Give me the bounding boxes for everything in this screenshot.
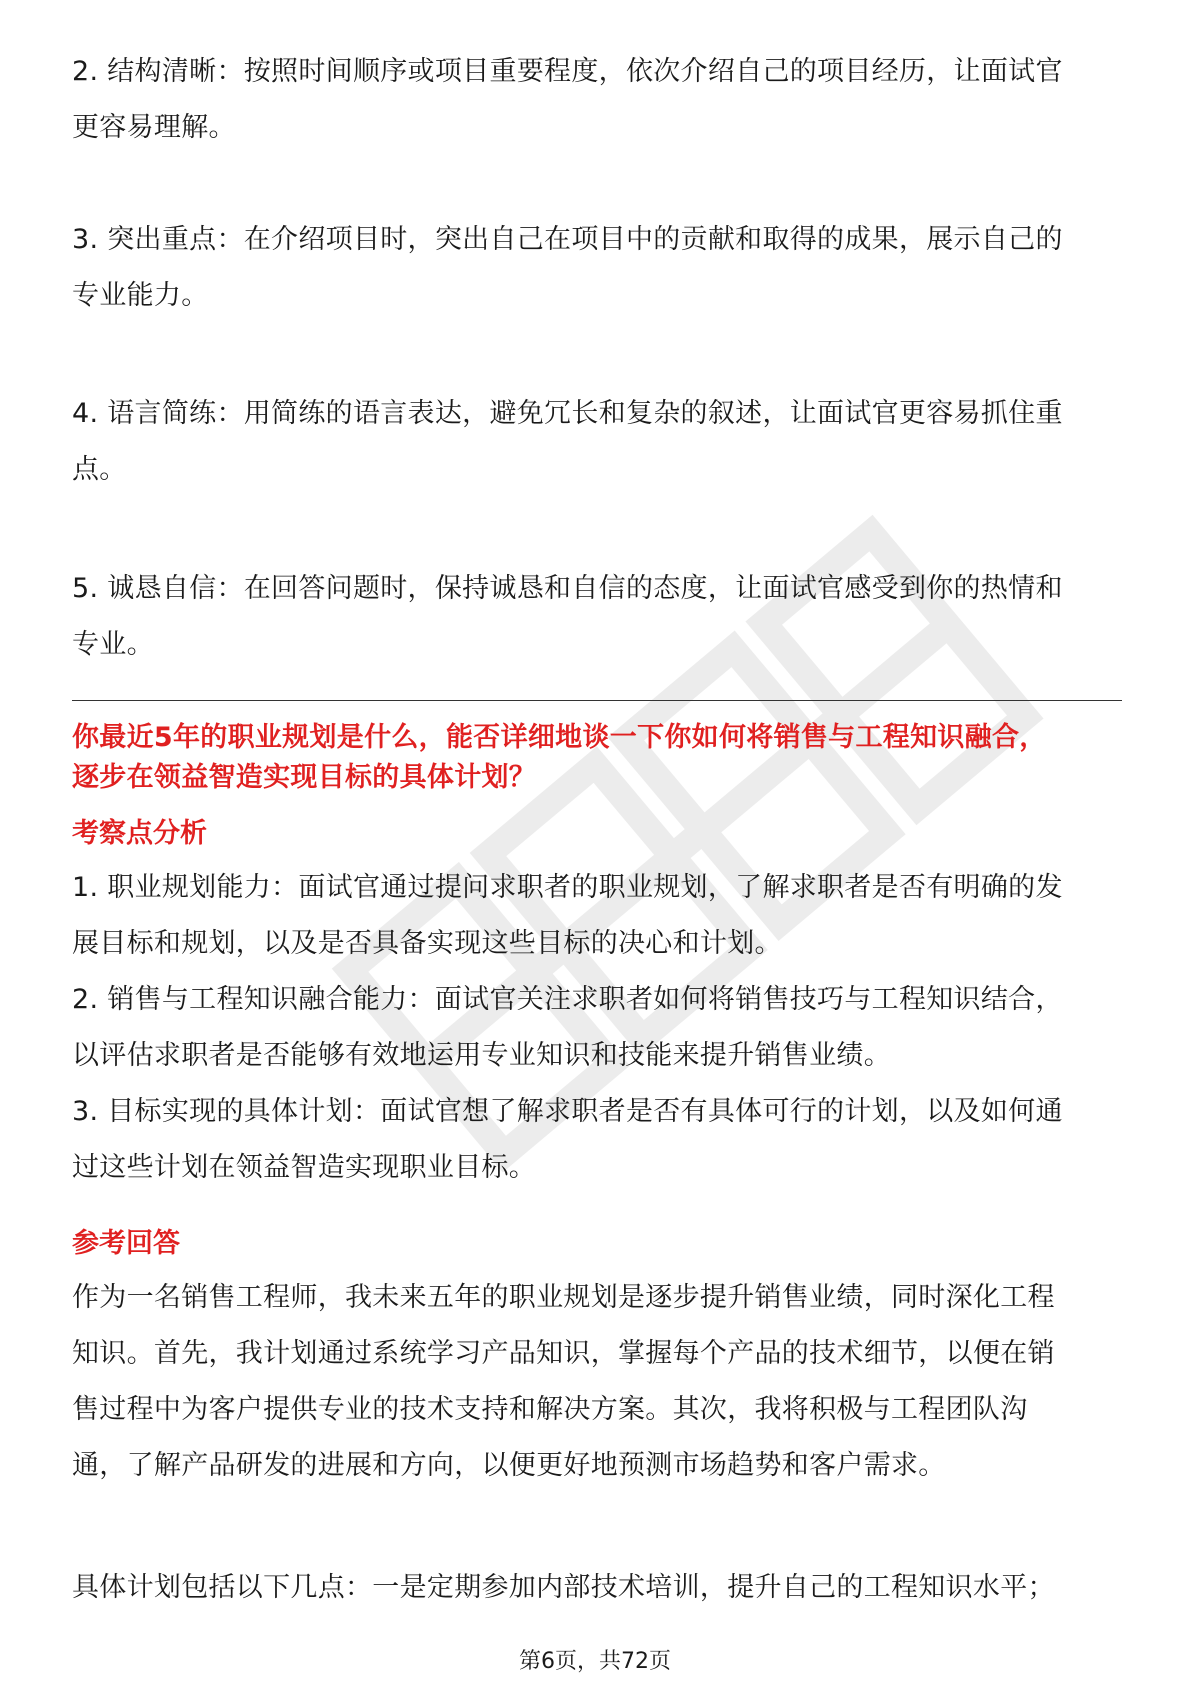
tip-item-5: 5. 诚恳自信：在回答问题时，保持诚恳和自信的态度，让面试官感受到你的热情和 专业。 <box>72 573 1063 660</box>
tip-item-2: 2. 结构清晰：按照时间顺序或项目重要程度，依次介绍自己的项目经历，让面试官 更容易理解。 <box>72 56 1063 143</box>
answer-body-plan: 具体计划包括以下几点：一是定期参加内部技术培训，提升自己的工程知识水平； <box>72 1572 1055 1603</box>
answer-heading: 参考回答 <box>72 1228 180 1259</box>
page-number: 第6页，共72页 <box>519 1649 671 1674</box>
analysis-heading: 考察点分析 <box>72 818 207 849</box>
interview-question: 你最近5年的职业规划是什么，能否详细地谈一下你如何将销售与工程知识融合， 逐步在领益智造实现目标的具体计划？ <box>72 722 1047 793</box>
answer-body: 作为一名销售工程师，我未来五年的职业规划是逐步提升销售业绩，同时深化工程 知识。首先，我计划通过系统学习产品知识，掌握每个产品的技术细节，以便在销 售过程中为客户提供专业的技术支持和解决方案。其次，我将积极与工程团队沟 通，了解产品研发的进展和方向，以便更好地预测市场趋势和客户需求。 <box>72 1282 1055 1481</box>
tip-item-4: 4. 语言简练：用简练的语言表达，避免冗长和复杂的叙述，让面试官更容易抓住重 点。 <box>72 398 1063 485</box>
section-divider <box>72 700 1122 701</box>
tip-item-3: 3. 突出重点：在介绍项目时，突出自己在项目中的贡献和取得的成果，展示自己的 专业能力。 <box>72 224 1063 311</box>
analysis-body: 1. 职业规划能力：面试官通过提问求职者的职业规划，了解求职者是否有明确的发 展目标和规划，以及是否具备实现这些目标的决心和计划。 2. 销售与工程知识融合能力：面试官关注求职者如何将销售技巧与工程知识结合， 以评估求职者是否能够有效地运用专业知识和技能来提升销售业绩。 3. 目标实现的具体计划：面试官想了解求职者是否有具体可行的计划，以及如何通 过这些计划在领益智造实现职业目标。 <box>72 872 1063 1183</box>
